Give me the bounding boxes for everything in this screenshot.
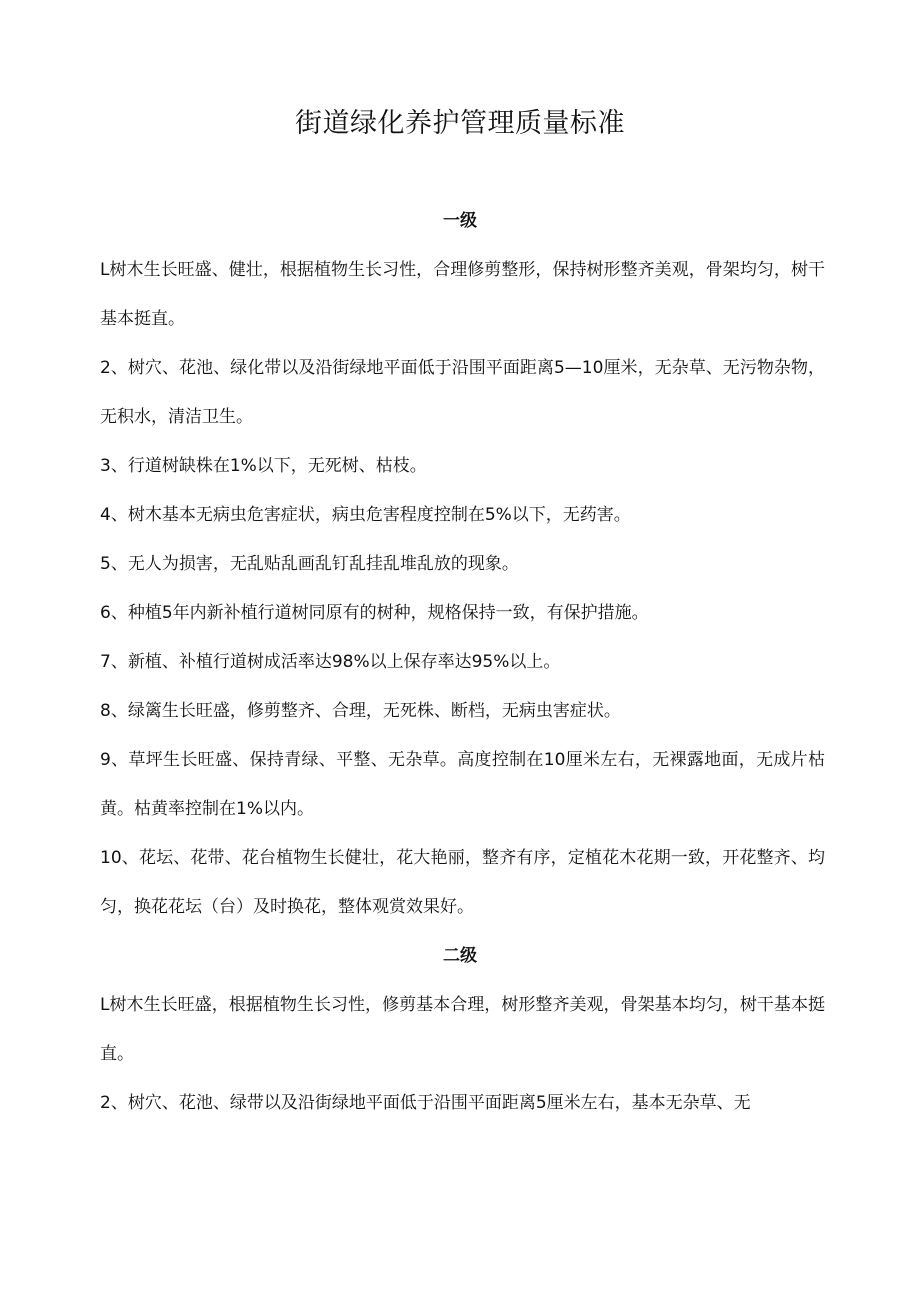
- paragraph-item-2: 2、树穴、花池、绿化带以及沿街绿地平面低于沿围平面距离5—10厘米，无杂草、无污物杂物，无积水，清洁卫生。: [100, 358, 825, 427]
- paragraph-item-2: 2、树穴、花池、绿带以及沿街绿地平面低于沿围平面距离5厘米左右，基本无杂草、无: [100, 1093, 751, 1113]
- paragraph-item-10: 10、花坛、花带、花台植物生长健壮，花大艳丽，整齐有序，定植花木花期一致，开花整齐、均匀，换花花坛（台）及时换花，整体观赏效果好。: [100, 848, 825, 917]
- paragraph-item-4: 4、树木基本无病虫危害症状，病虫危害程度控制在5%以下，无药害。: [100, 505, 631, 525]
- document-title: 街道绿化养护管理质量标准: [295, 108, 625, 139]
- paragraph-item-1: L树木生长旺盛，根据植物生长习性，修剪基本合理，树形整齐美观，骨架基本均匀，树干基本挺直。: [100, 995, 825, 1064]
- paragraph-item-6: 6、种植5年内新补植行道树同原有的树种，规格保持一致，有保护措施。: [100, 603, 649, 623]
- paragraph-item-7: 7、新植、补植行道树成活率达98%以上保存率达95%以上。: [100, 652, 561, 672]
- paragraph-item-5: 5、无人为损害，无乱贴乱画乱钉乱挂乱堆乱放的现象。: [100, 554, 519, 574]
- section-heading-level-2: 二级: [443, 946, 477, 966]
- paragraph-item-3: 3、行道树缺株在1%以下，无死树、枯枝。: [100, 456, 427, 476]
- paragraph-item-1: L树木生长旺盛、健壮，根据植物生长习性，合理修剪整形，保持树形整齐美观，骨架均匀，树干基本挺直。: [100, 260, 825, 329]
- paragraph-item-9: 9、草坪生长旺盛、保持青绿、平整、无杂草。高度控制在10厘米左右，无裸露地面，无成片枯黄。枯黄率控制在1%以内。: [100, 750, 825, 819]
- section-heading-level-1: 一级: [443, 211, 477, 231]
- paragraph-item-8: 8、绿篱生长旺盛，修剪整齐、合理，无死株、断档，无病虫害症状。: [100, 701, 621, 721]
